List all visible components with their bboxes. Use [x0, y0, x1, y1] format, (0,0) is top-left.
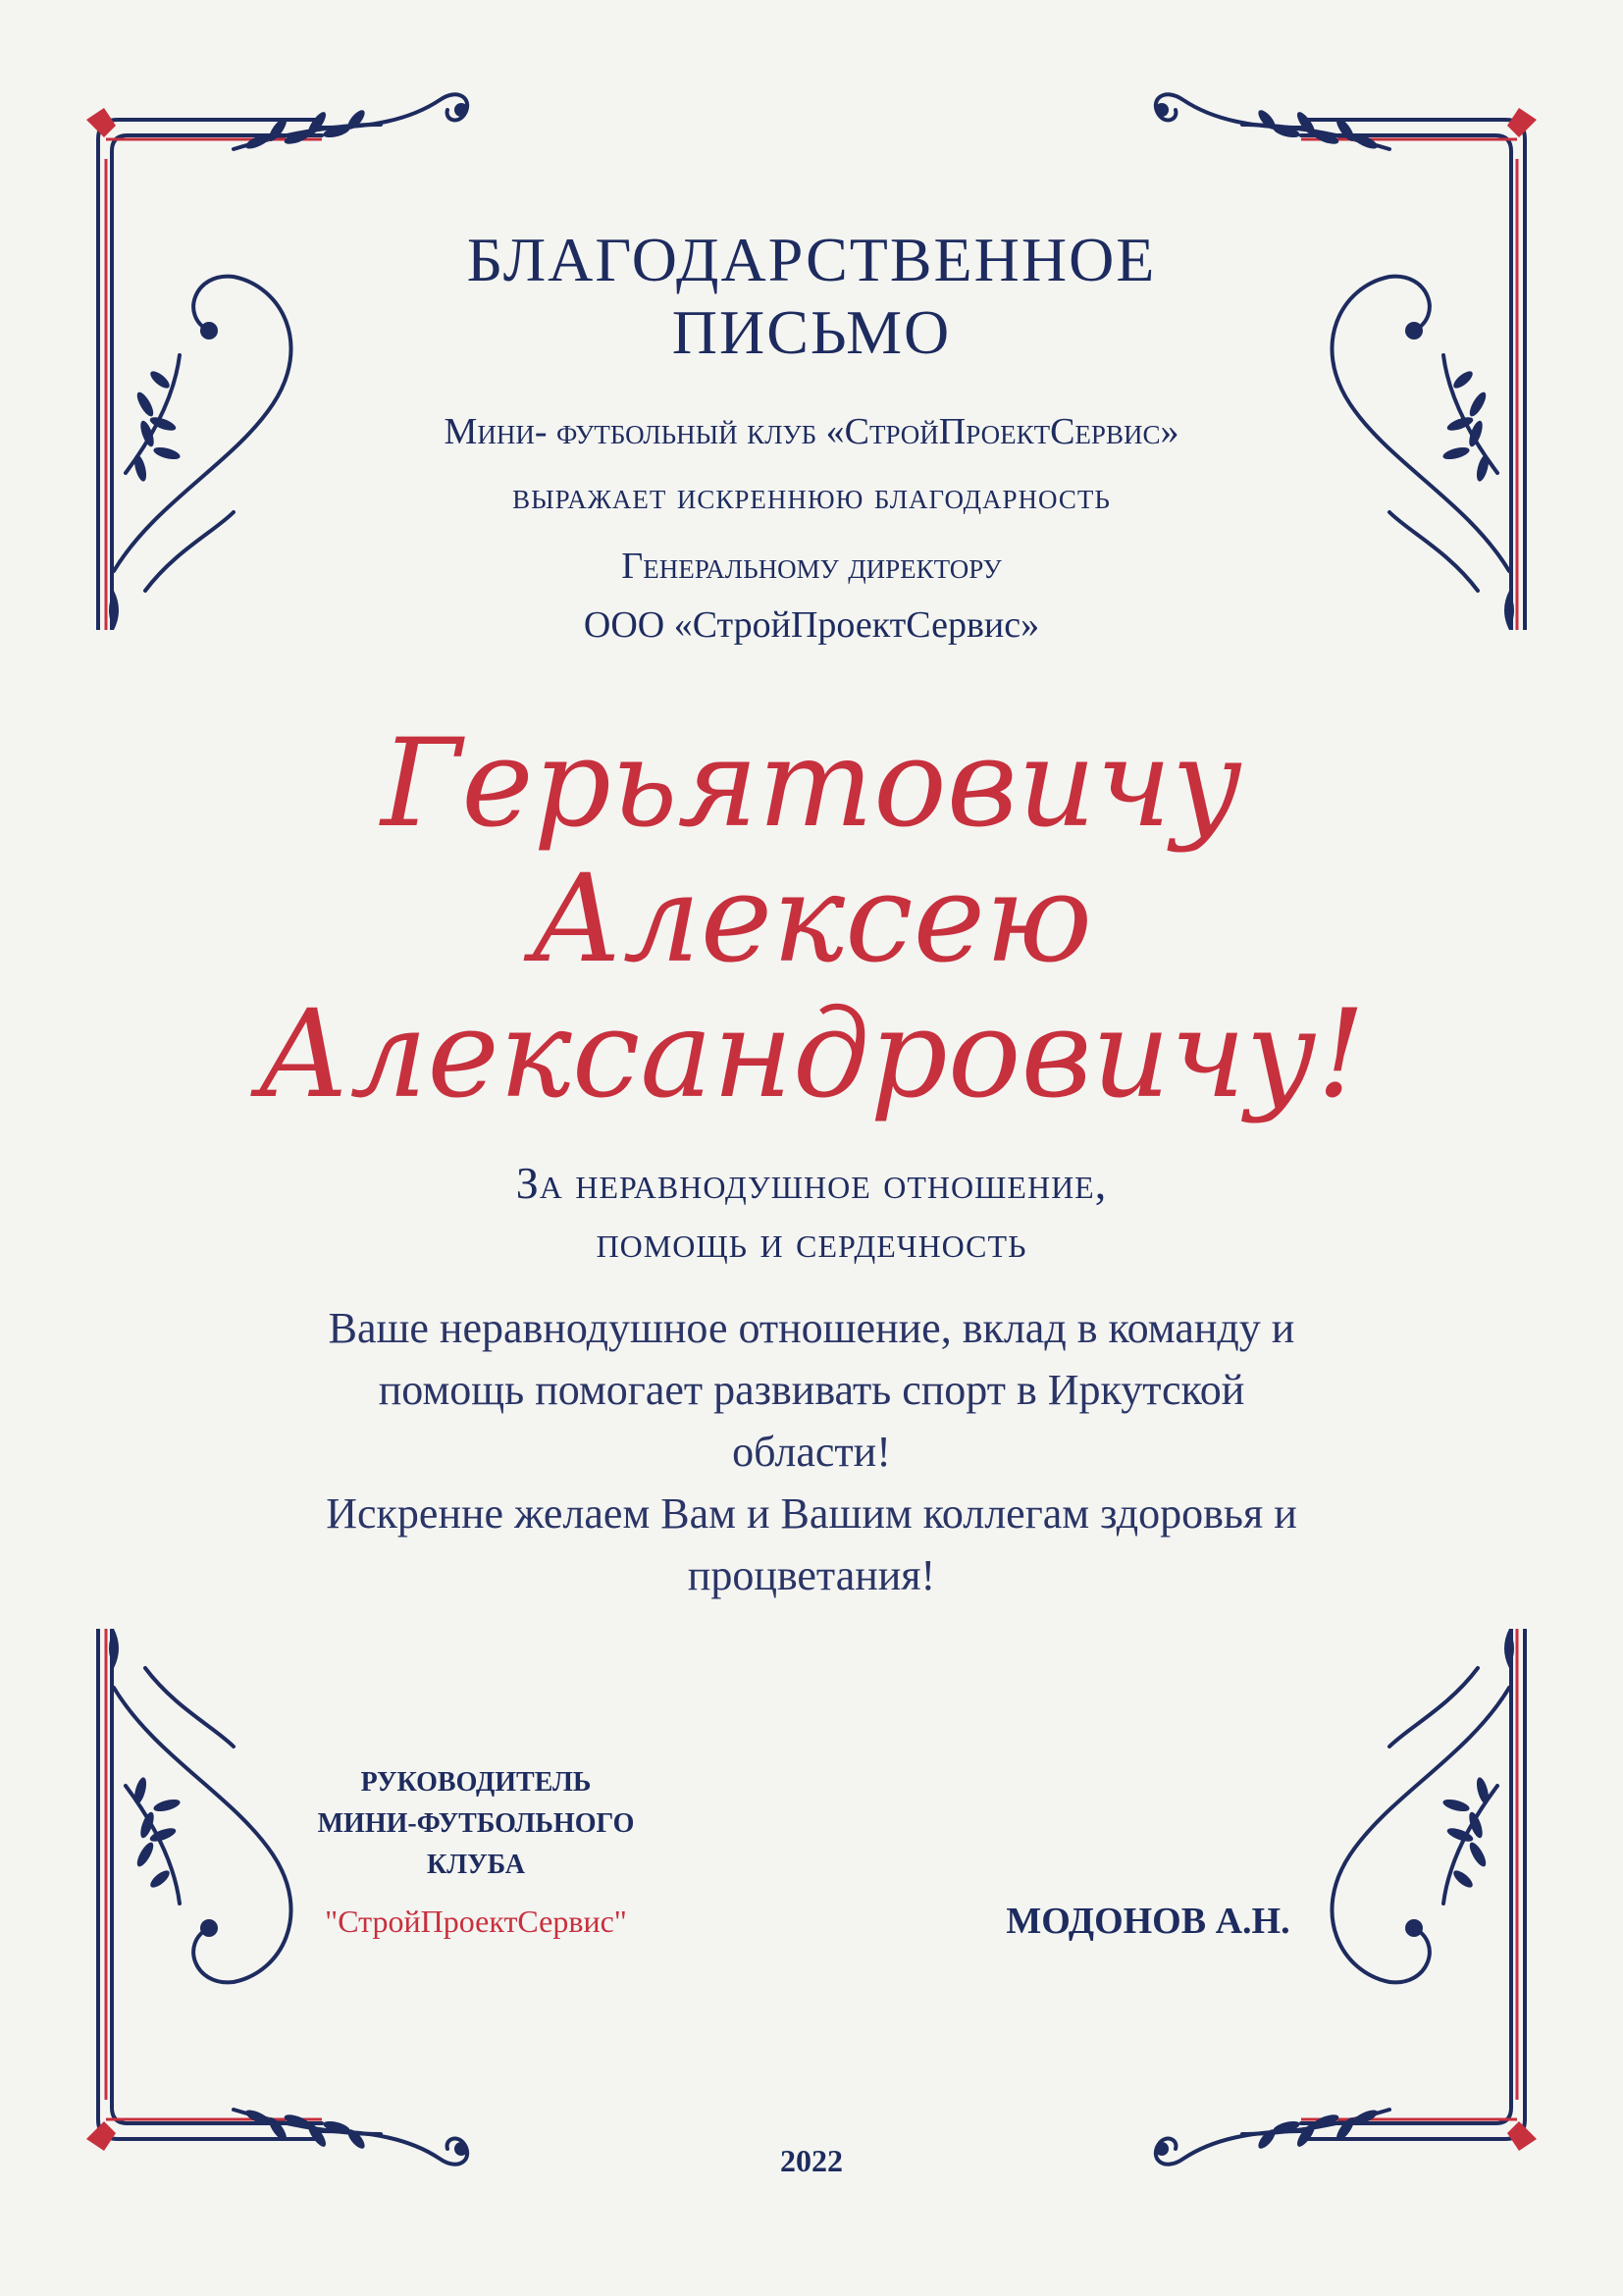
title-line-2: ПИСЬМО	[671, 297, 952, 367]
body-line-4: Искренне желаем Вам и Вашим коллегам здоровья и	[326, 1489, 1297, 1538]
signatory-role-line-2: МИНИ-ФУТБОЛЬНОГО	[317, 1808, 635, 1839]
recipient-surname: Герьятовичу	[381, 713, 1242, 855]
document-title	[0, 224, 1623, 369]
body-text	[272, 1297, 1351, 1606]
signatory-role-line-1: РУКОВОДИТЕЛЬ	[360, 1767, 592, 1798]
document-year: 2022	[780, 2143, 843, 2178]
club-line: Мини- футбольный клуб «СтройПроектСервис»	[444, 411, 1179, 452]
signatory-role-line-3: КЛУБА	[426, 1850, 526, 1880]
recipient-org: ООО «СтройПроектСервис»	[583, 604, 1040, 646]
signatory-role	[275, 1762, 677, 1886]
reason-line-2: помощь и сердечность	[596, 1217, 1027, 1267]
body-line-3: области!	[732, 1428, 891, 1476]
reason-line-1: За неравнодушное отношение,	[515, 1158, 1108, 1208]
body-line-2: помощь помогает развивать спорт в Иркутской	[378, 1366, 1245, 1414]
signatory-club-name: "СтройПроектСервис"	[325, 1904, 627, 1939]
gratitude-line: выражает искреннюю благодарность	[512, 476, 1111, 517]
title-line-1: БЛАГОДАРСТВЕННОЕ	[466, 225, 1157, 294]
reason-heading	[0, 1154, 1623, 1272]
recipient-first-name: Алексею	[530, 849, 1093, 990]
recipient-patronymic: Александровичу!	[257, 984, 1366, 1125]
body-line-5: процветания!	[687, 1551, 936, 1599]
recipient-role: Генеральному директору	[621, 546, 1002, 587]
body-line-1: Ваше неравнодушное отношение, вклад в команду и	[328, 1304, 1295, 1352]
signatory-name: МОДОНОВ А.Н.	[1006, 1901, 1290, 1942]
